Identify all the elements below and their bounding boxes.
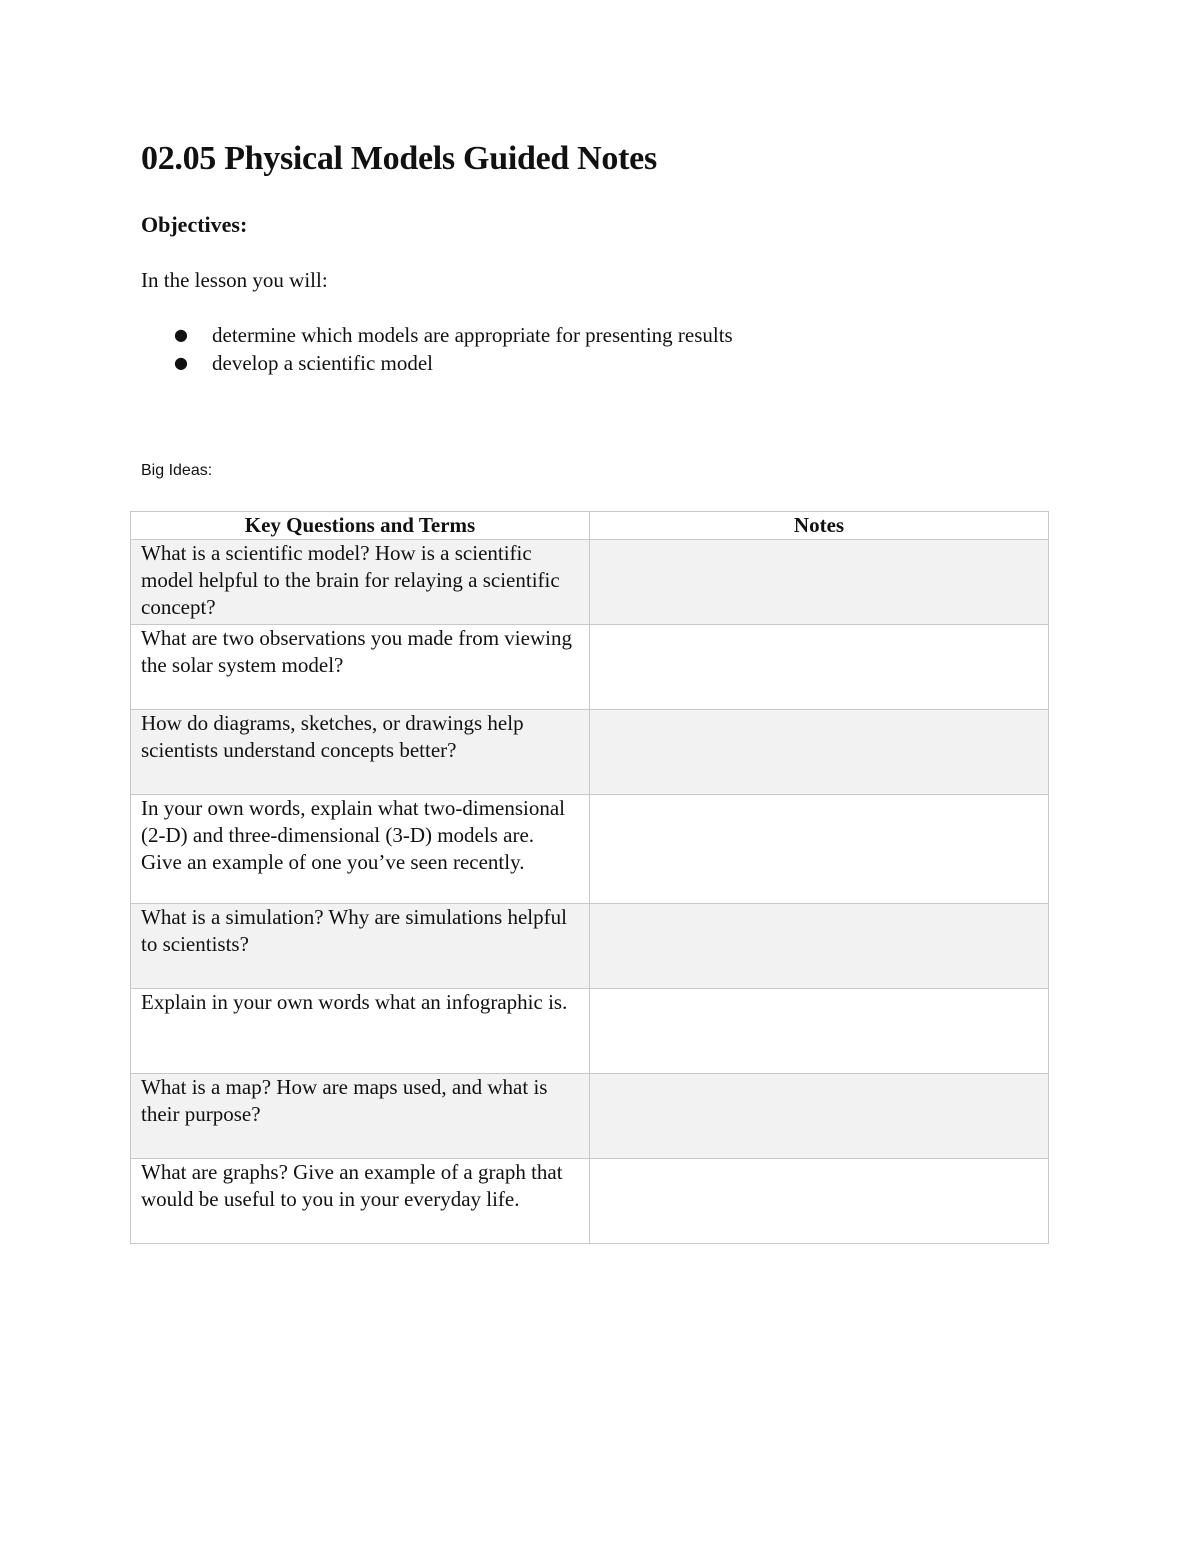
header-key-questions: Key Questions and Terms [131,512,590,540]
objectives-heading: Objectives: [141,212,248,237]
notes-cell[interactable] [590,989,1049,1074]
objectives-list [141,321,733,377]
notes-table [130,511,1049,1244]
big-ideas-label: Big Ideas: [141,462,213,479]
objective-text: develop a scientific model [212,351,434,375]
notes-cell[interactable] [590,625,1049,710]
table-row [131,710,1049,795]
notes-cell[interactable] [590,904,1049,989]
question-cell: What is a scientific model? How is a scientific model helpful to the brain for relaying a scientific concept? [131,540,590,625]
table-row [131,989,1049,1074]
question-cell: What are two observations you made from viewing the solar system model? [131,625,590,710]
objective-item [141,349,733,377]
objective-text: determine which models are appropriate for presenting results [212,323,733,347]
question-cell: What is a map? How are maps used, and what is their purpose? [131,1074,590,1159]
table-row [131,540,1049,625]
notes-cell[interactable] [590,540,1049,625]
table-row [131,904,1049,989]
page-title: 02.05 Physical Models Guided Notes [141,140,657,177]
objective-item [141,321,733,349]
table-row [131,795,1049,904]
question-cell: Explain in your own words what an infographic is. [131,989,590,1074]
notes-cell[interactable] [590,1074,1049,1159]
table-row [131,1074,1049,1159]
bullet-icon: ● [174,325,188,344]
question-cell: How do diagrams, sketches, or drawings help scientists understand concepts better? [131,710,590,795]
bullet-icon: ● [174,353,188,372]
question-cell: What are graphs? Give an example of a graph that would be useful to you in your everyday life. [131,1159,590,1244]
header-notes: Notes [590,512,1049,540]
table-header-row [131,512,1049,540]
notes-cell[interactable] [590,1159,1049,1244]
question-cell: In your own words, explain what two-dimensional (2-D) and three-dimensional (3-D) models are. Give an example of one you’ve seen recently. [131,795,590,904]
table-row [131,625,1049,710]
notes-cell[interactable] [590,710,1049,795]
notes-cell[interactable] [590,795,1049,904]
table-row [131,1159,1049,1244]
question-cell: What is a simulation? Why are simulations helpful to scientists? [131,904,590,989]
intro-text: In the lesson you will: [141,268,328,292]
